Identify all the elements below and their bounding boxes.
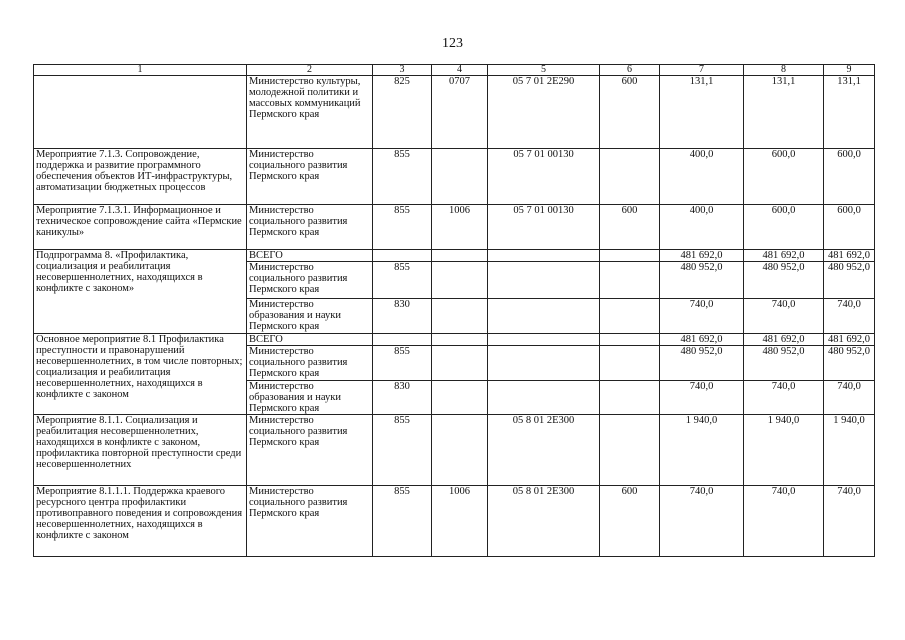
target-article-cell [488, 381, 600, 415]
agency-code-cell [373, 250, 432, 262]
target-article-cell [488, 262, 600, 299]
column-header: 9 [824, 65, 875, 76]
amount-cell: 1 940,0 [660, 415, 744, 486]
table-row [34, 250, 875, 262]
amount-cell: 481 692,0 [660, 334, 744, 346]
section-code-cell: 1006 [432, 205, 488, 250]
section-code-cell: 1006 [432, 486, 488, 557]
agency-cell: Министерство социального развития Пермского края [247, 486, 373, 557]
agency-cell: Министерство социального развития Пермского края [247, 205, 373, 250]
column-header: 3 [373, 65, 432, 76]
section-code-cell [432, 299, 488, 334]
expense-type-cell: 600 [600, 205, 660, 250]
agency-cell: Министерство социального развития Пермского края [247, 415, 373, 486]
section-code-cell [432, 346, 488, 381]
agency-cell: ВСЕГО [247, 334, 373, 346]
table-row [34, 76, 875, 149]
amount-cell: 481 692,0 [744, 334, 824, 346]
target-article-cell [488, 334, 600, 346]
budget-table [33, 64, 875, 557]
target-article-cell [488, 250, 600, 262]
agency-code-cell: 855 [373, 149, 432, 205]
amount-cell: 600,0 [824, 205, 875, 250]
target-article-cell: 05 8 01 2Е300 [488, 415, 600, 486]
target-article-cell [488, 346, 600, 381]
header-row [34, 65, 875, 76]
agency-code-cell [373, 334, 432, 346]
expense-type-cell [600, 250, 660, 262]
table-row [34, 415, 875, 486]
expense-type-cell [600, 262, 660, 299]
target-article-cell: 05 7 01 00130 [488, 149, 600, 205]
amount-cell: 400,0 [660, 149, 744, 205]
agency-code-cell: 855 [373, 415, 432, 486]
agency-code-cell: 830 [373, 381, 432, 415]
target-article-cell: 05 7 01 2Е290 [488, 76, 600, 149]
expense-type-cell [600, 381, 660, 415]
row-title-cell: Мероприятие 7.1.3.1. Информационное и техническое сопровождение сайта «Пермские каникулы» [34, 205, 247, 250]
agency-code-cell: 855 [373, 262, 432, 299]
target-article-cell: 05 7 01 00130 [488, 205, 600, 250]
table-row [34, 334, 875, 346]
row-title-cell: Подпрограмма 8. «Профилактика, социализация и реабилитация несовершеннолетних, находящихся в конфликте с законом» [34, 250, 247, 334]
section-code-cell [432, 415, 488, 486]
agency-code-cell: 855 [373, 346, 432, 381]
row-title-cell: Мероприятие 7.1.3. Сопровождение, поддержка и развитие программного обеспечения объектов ИТ-инфраструктуры, автоматизации бюджетных процессов [34, 149, 247, 205]
amount-cell: 481 692,0 [744, 250, 824, 262]
column-header: 8 [744, 65, 824, 76]
target-article-cell: 05 8 01 2Е300 [488, 486, 600, 557]
row-title-cell [34, 76, 247, 149]
amount-cell: 740,0 [824, 299, 875, 334]
amount-cell: 481 692,0 [824, 334, 875, 346]
column-header: 4 [432, 65, 488, 76]
amount-cell: 740,0 [744, 381, 824, 415]
amount-cell: 740,0 [824, 381, 875, 415]
expense-type-cell [600, 334, 660, 346]
column-header: 6 [600, 65, 660, 76]
row-title-cell: Основное мероприятие 8.1 Профилактика преступности и правонарушений несовершеннолетних, в том числе повторных; социализация и реабилитация несовершеннолетних, находящихся в конфликте с законом [34, 334, 247, 415]
amount-cell: 480 952,0 [660, 346, 744, 381]
amount-cell: 600,0 [824, 149, 875, 205]
page-number: 123 [442, 36, 463, 51]
agency-cell: ВСЕГО [247, 250, 373, 262]
agency-code-cell: 830 [373, 299, 432, 334]
section-code-cell [432, 262, 488, 299]
expense-type-cell [600, 346, 660, 381]
column-header: 2 [247, 65, 373, 76]
amount-cell: 131,1 [744, 76, 824, 149]
section-code-cell [432, 250, 488, 262]
amount-cell: 481 692,0 [824, 250, 875, 262]
section-code-cell [432, 381, 488, 415]
amount-cell: 600,0 [744, 149, 824, 205]
agency-code-cell: 855 [373, 205, 432, 250]
expense-type-cell [600, 299, 660, 334]
agency-cell: Министерство социального развития Пермского края [247, 262, 373, 299]
column-header: 1 [34, 65, 247, 76]
agency-code-cell: 855 [373, 486, 432, 557]
expense-type-cell: 600 [600, 76, 660, 149]
amount-cell: 740,0 [744, 486, 824, 557]
amount-cell: 480 952,0 [824, 346, 875, 381]
amount-cell: 600,0 [744, 205, 824, 250]
agency-cell: Министерство социального развития Пермского края [247, 149, 373, 205]
amount-cell: 740,0 [824, 486, 875, 557]
column-header: 7 [660, 65, 744, 76]
row-title-cell: Мероприятие 8.1.1.1. Поддержка краевого ресурсного центра профилактики противоправного поведения и сопровождения несовершеннолетних, находящихся в конфликте с законом [34, 486, 247, 557]
table-row [34, 149, 875, 205]
amount-cell: 740,0 [660, 381, 744, 415]
amount-cell: 400,0 [660, 205, 744, 250]
amount-cell: 740,0 [660, 299, 744, 334]
amount-cell: 481 692,0 [660, 250, 744, 262]
agency-cell: Министерство культуры, молодежной политики и массовых коммуникаций Пермского края [247, 76, 373, 149]
target-article-cell [488, 299, 600, 334]
table-row [34, 486, 875, 557]
amount-cell: 1 940,0 [744, 415, 824, 486]
section-code-cell [432, 149, 488, 205]
agency-cell: Министерство образования и науки Пермского края [247, 381, 373, 415]
amount-cell: 740,0 [660, 486, 744, 557]
agency-cell: Министерство образования и науки Пермского края [247, 299, 373, 334]
section-code-cell [432, 334, 488, 346]
section-code-cell: 0707 [432, 76, 488, 149]
amount-cell: 131,1 [824, 76, 875, 149]
amount-cell: 1 940,0 [824, 415, 875, 486]
expense-type-cell [600, 415, 660, 486]
amount-cell: 740,0 [744, 299, 824, 334]
expense-type-cell: 600 [600, 486, 660, 557]
table-row [34, 205, 875, 250]
agency-cell: Министерство социального развития Пермского края [247, 346, 373, 381]
amount-cell: 480 952,0 [744, 262, 824, 299]
column-header: 5 [488, 65, 600, 76]
amount-cell: 131,1 [660, 76, 744, 149]
row-title-cell: Мероприятие 8.1.1. Социализация и реабилитация несовершеннолетних, находящихся в конфликте с законом, профилактика повторной преступности среди несовершеннолетних [34, 415, 247, 486]
amount-cell: 480 952,0 [824, 262, 875, 299]
expense-type-cell [600, 149, 660, 205]
amount-cell: 480 952,0 [660, 262, 744, 299]
agency-code-cell: 825 [373, 76, 432, 149]
amount-cell: 480 952,0 [744, 346, 824, 381]
